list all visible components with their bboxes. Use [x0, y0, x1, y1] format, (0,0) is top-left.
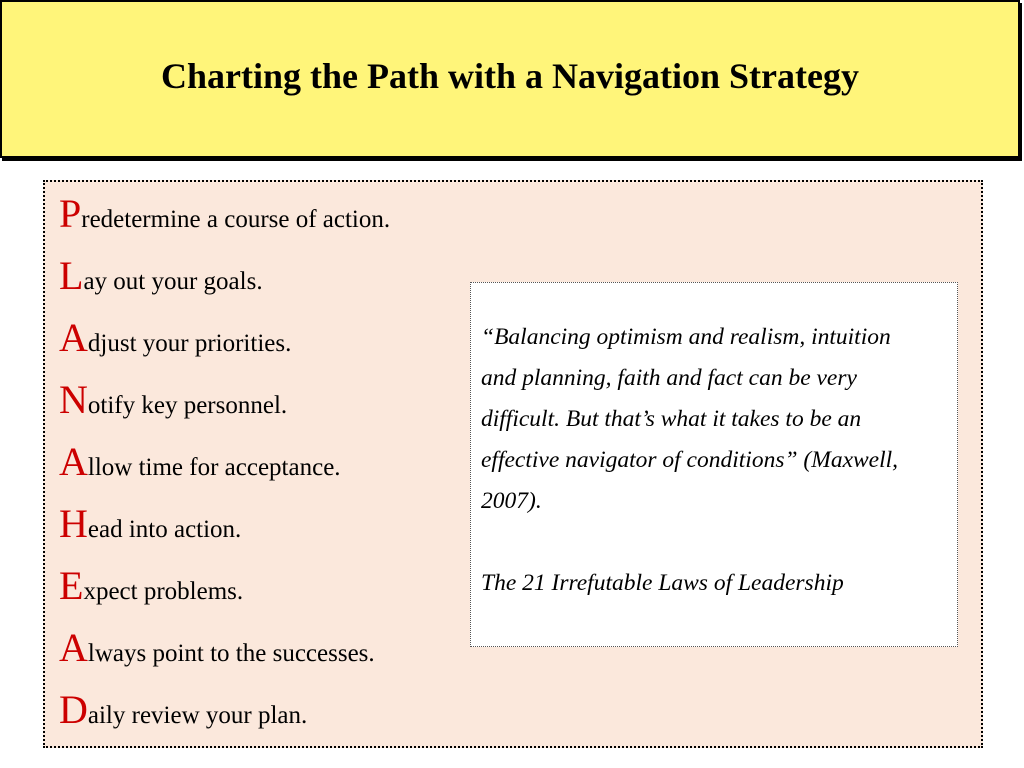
quote-box [470, 282, 958, 647]
acrostic-item [59, 191, 391, 256]
acrostic-item [59, 253, 390, 318]
acrostic-letter: A [59, 439, 88, 484]
acrostic-letter: A [59, 315, 88, 360]
acrostic-text: otify key personnel. [87, 392, 288, 419]
acrostic-letter: H [59, 501, 88, 546]
acrostic-item [59, 315, 390, 380]
acrostic-item [59, 687, 390, 752]
acrostic-letter: P [59, 191, 82, 236]
slide-title: Charting the Path with a Navigation Strategy [161, 56, 859, 96]
acrostic-item [59, 563, 390, 628]
quote-source: The 21 Irrefutable Laws of Leadership [481, 570, 844, 596]
acrostic-text: ay out your goals. [83, 268, 263, 295]
acrostic-text: llow time for acceptance. [87, 454, 341, 481]
acrostic-list [59, 191, 391, 752]
content-panel [43, 180, 983, 748]
acrostic-letter: D [59, 687, 88, 732]
acrostic-text: ead into action. [87, 516, 242, 543]
acrostic-letter: A [59, 625, 88, 670]
acrostic-letter: E [59, 563, 84, 608]
acrostic-text: aily review your plan. [87, 702, 308, 729]
acrostic-text: lways point to the successes. [87, 640, 375, 667]
acrostic-item [59, 625, 390, 690]
quote-text: “Balancing optimism and realism, intuition and planning, faith and fact can be very difficult. But that’s what it takes to be an effective navigator of conditions” (Maxwell, 2007). [481, 324, 899, 514]
acrostic-item [59, 377, 390, 442]
acrostic-item [59, 501, 390, 566]
acrostic-text: xpect problems. [83, 578, 244, 605]
acrostic-item [59, 439, 390, 504]
acrostic-text: redetermine a course of action. [81, 206, 391, 233]
acrostic-text: djust your priorities. [87, 330, 292, 357]
title-banner [0, 0, 1020, 158]
acrostic-letter: L [59, 253, 84, 298]
acrostic-letter: N [59, 377, 88, 422]
